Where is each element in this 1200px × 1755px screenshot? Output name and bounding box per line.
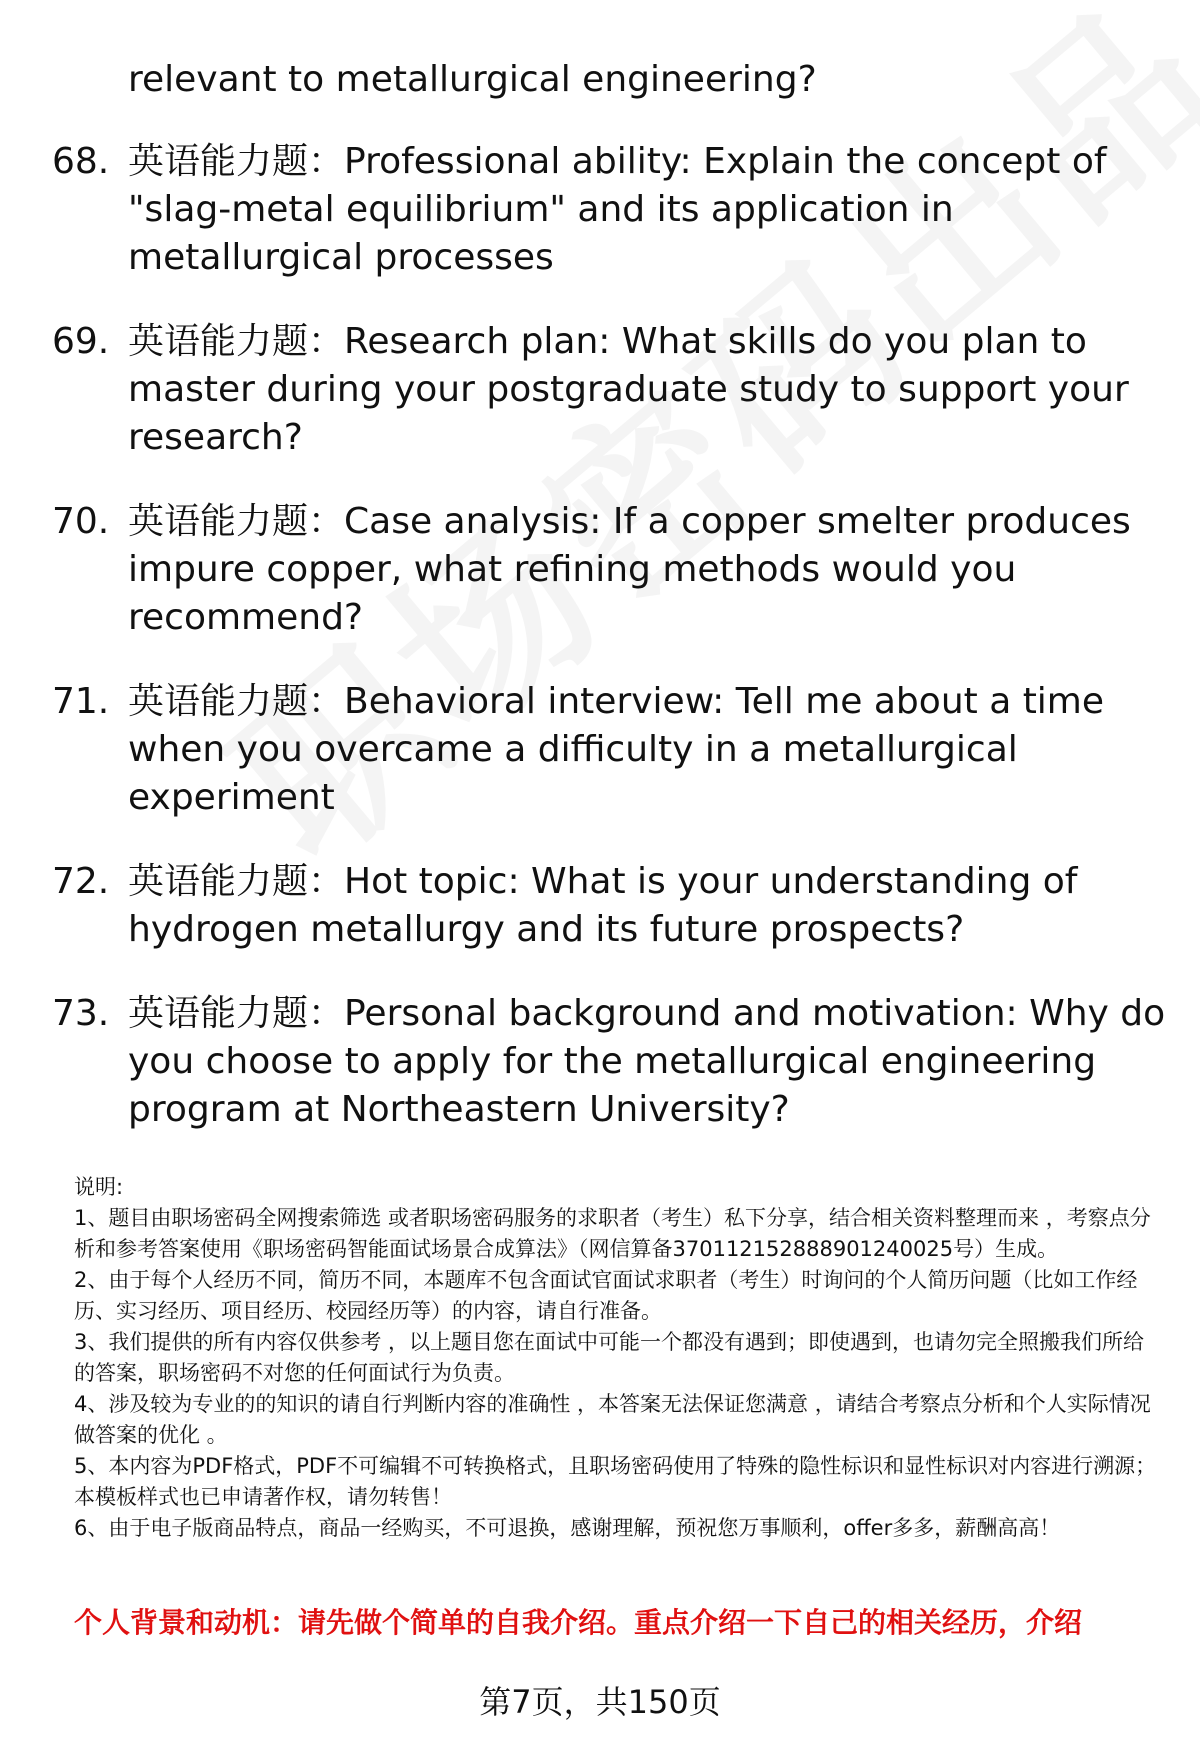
question-item xyxy=(52,138,1172,282)
question-item xyxy=(52,990,1172,1134)
question-number: 71. xyxy=(52,681,110,722)
question-text: 英语能力题：Professional ability: Explain the concept of "slag-metal equilibrium" and its application in metallurgical processes xyxy=(128,141,1107,278)
question-list xyxy=(52,138,1172,1170)
notes-title: 说明: xyxy=(74,1175,124,1199)
question-text: 英语能力题：Hot topic: What is your understanding of hydrogen metallurgy and its future prospects? xyxy=(128,861,1078,950)
question-text: 英语能力题：Research plan: What skills do you plan to master during your postgraduate study to support your research? xyxy=(128,321,1129,458)
question-item xyxy=(52,678,1172,822)
note-item: 5、本内容为PDF格式，PDF不可编辑不可转换格式，且职场密码使用了特殊的隐性标识和显性标识对内容进行溯源；本模板样式也已申请著作权，请勿转售！ xyxy=(74,1454,1157,1509)
question-continuation: relevant to metallurgical engineering? xyxy=(128,59,817,100)
question-number: 70. xyxy=(52,501,110,542)
question-item xyxy=(52,858,1172,954)
note-item: 2、由于每个人经历不同，简历不同，本题库不包含面试官面试求职者（考生）时询问的个人简历问题（比如工作经历、实习经历、项目经历、校园经历等）的内容，请自行准备。 xyxy=(74,1268,1138,1323)
page-footer: 第7页，共150页 xyxy=(479,1683,721,1721)
question-text: 英语能力题：Case analysis: If a copper smelter produces impure copper, what refining methods would you recommend? xyxy=(128,501,1131,638)
note-item: 4、涉及较为专业的的知识的请自行判断内容的准确性 ，本答案无法保证您满意 ，请结合考察点分析和个人实际情况做答案的优化 。 xyxy=(74,1392,1151,1447)
question-item xyxy=(52,498,1172,642)
question-item xyxy=(52,318,1172,462)
question-number: 69. xyxy=(52,321,110,362)
question-number: 72. xyxy=(52,861,110,902)
question-number: 73. xyxy=(52,993,110,1034)
question-number: 68. xyxy=(52,141,110,182)
notes-section xyxy=(74,1172,1159,1544)
highlight-heading: 个人背景和动机：请先做个简单的自我介绍。重点介绍一下自己的相关经历，介绍 xyxy=(74,1606,1083,1639)
question-text: 英语能力题：Behavioral interview: Tell me about a time when you overcame a difficulty in a metallurgical experiment xyxy=(128,681,1105,818)
note-item: 1、题目由职场密码全网搜索筛选 或者职场密码服务的求职者（考生）私下分享，结合相关资料整理而来 ，考察点分析和参考答案使用《职场密码智能面试场景合成算法》（网信算备370112152888901240025号）生成。 xyxy=(74,1206,1151,1261)
note-item: 6、由于电子版商品特点，商品一经购买，不可退换，感谢理解，预祝您万事顺利，offer多多，薪酬高高！ xyxy=(74,1516,1061,1540)
note-item: 3、我们提供的所有内容仅供参考 ，以上题目您在面试中可能一个都没有遇到；即使遇到，也请勿完全照搬我们所给的答案，职场密码不对您的任何面试行为负责。 xyxy=(74,1330,1145,1385)
question-text: 英语能力题：Personal background and motivation: Why do you choose to apply for the metallurgical engineering program at Northeastern University? xyxy=(128,993,1166,1130)
